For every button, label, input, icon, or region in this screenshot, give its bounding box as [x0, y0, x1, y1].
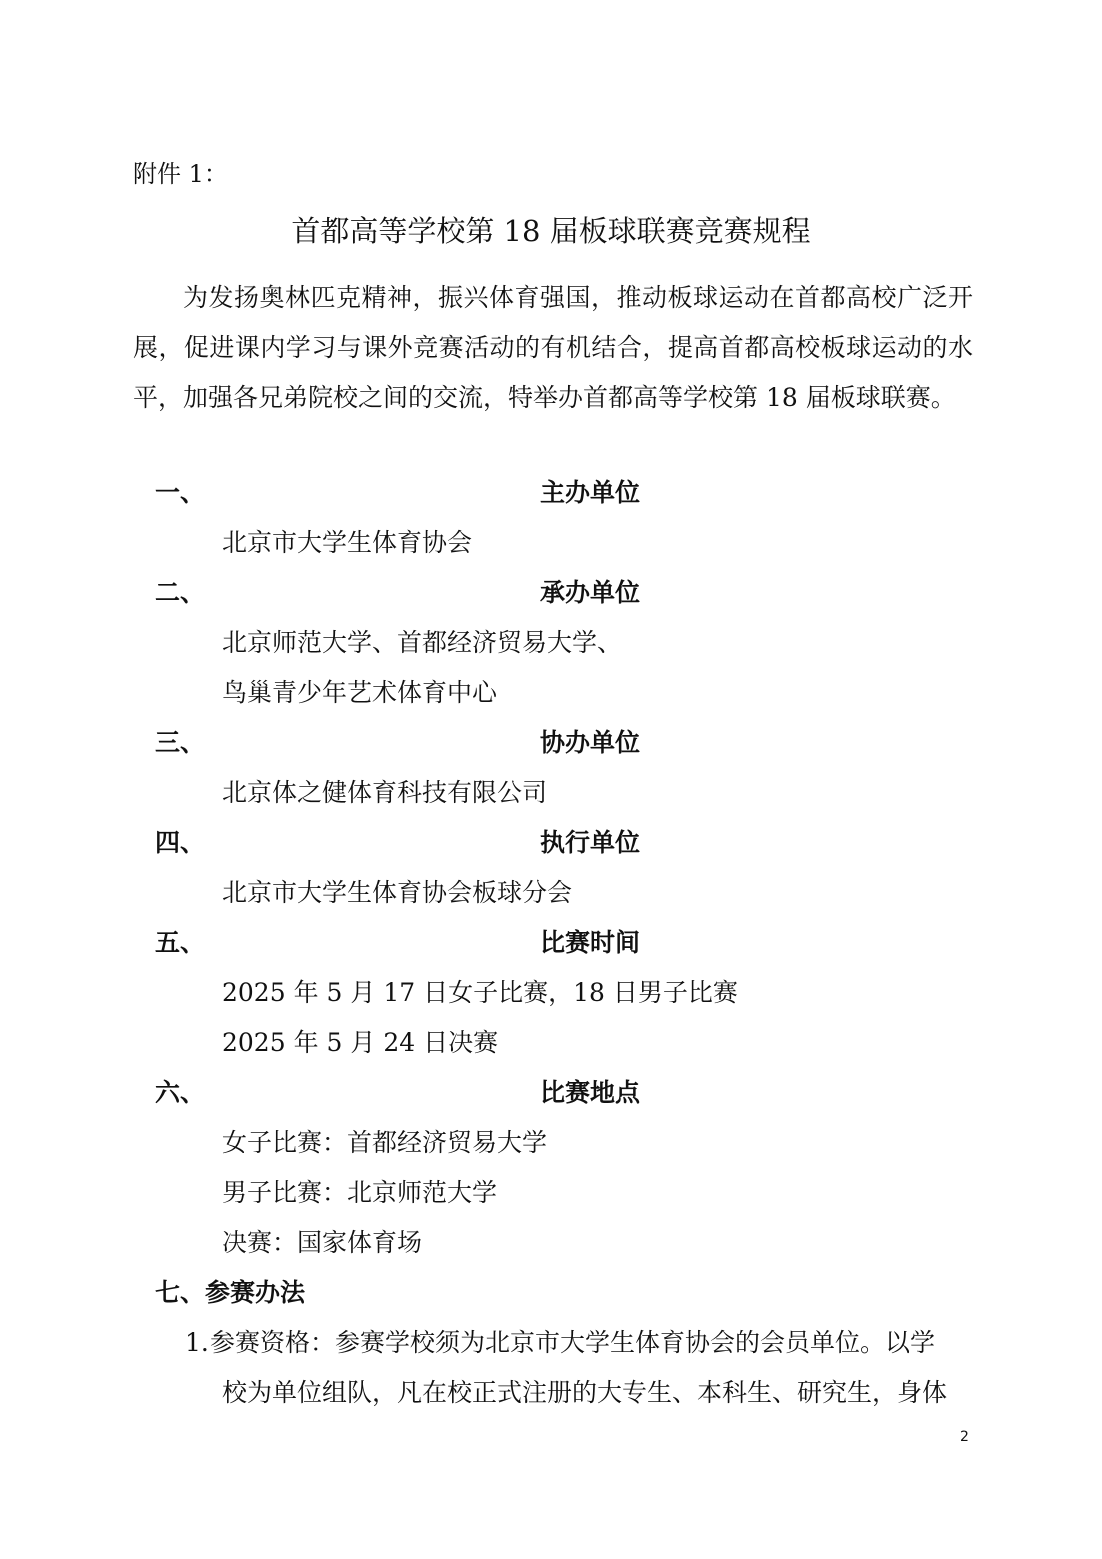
section-item: 北京市大学生体育协会板球分会	[222, 878, 573, 907]
list-item-text: 参赛资格：参赛学校须为北京市大学生体育协会的会员单位。以学	[210, 1328, 936, 1357]
list-item-text-continued: 校为单位组队，凡在校正式注册的大专生、本科生、研究生，身体	[222, 1378, 948, 1407]
section-item: 北京市大学生体育协会	[222, 528, 473, 557]
section-title: 比赛地点	[540, 1078, 641, 1107]
intro-paragraph: 为发扬奥林匹克精神，振兴体育强国，推动板球运动在首都高校广泛开展，促进课内学习与课外竞赛活动的有机结合，提高首都高校板球运动的水平，加强各兄弟院校之间的交流，特举办首都高等学校第 18 届板球联赛。	[133, 283, 973, 412]
section-7-heading: 七、参赛办法	[155, 1278, 306, 1307]
section-item: 鸟巢青少年艺术体育中心	[222, 678, 498, 707]
section-title: 执行单位	[540, 828, 641, 857]
section-item: 男子比赛：北京师范大学	[222, 1178, 498, 1207]
section-title: 承办单位	[540, 578, 641, 607]
section-item: 北京师范大学、首都经济贸易大学、	[222, 628, 623, 657]
section-number: 二、	[155, 578, 206, 607]
section-title: 协办单位	[540, 728, 641, 757]
section-number: 六、	[155, 1078, 206, 1107]
section-number: 一、	[155, 478, 206, 507]
section-item: 2025 年 5 月 17 日女子比赛，18 日男子比赛	[222, 978, 738, 1007]
section-item: 女子比赛：首都经济贸易大学	[222, 1128, 548, 1157]
document-title: 首都高等学校第 18 届板球联赛竞赛规程	[291, 214, 811, 248]
section-title: 主办单位	[540, 478, 641, 507]
section-number: 四、	[155, 828, 206, 857]
section-number: 五、	[155, 928, 206, 957]
section-item: 决赛：国家体育场	[222, 1228, 423, 1257]
section-item: 2025 年 5 月 24 日决赛	[222, 1028, 499, 1057]
section-title: 比赛时间	[540, 928, 641, 957]
section-item: 北京体之健体育科技有限公司	[222, 778, 548, 807]
list-item-number: 1.	[185, 1328, 209, 1357]
attachment-label: 附件 1：	[133, 160, 228, 188]
page-number: 2	[960, 1429, 969, 1445]
section-number: 三、	[155, 728, 206, 757]
